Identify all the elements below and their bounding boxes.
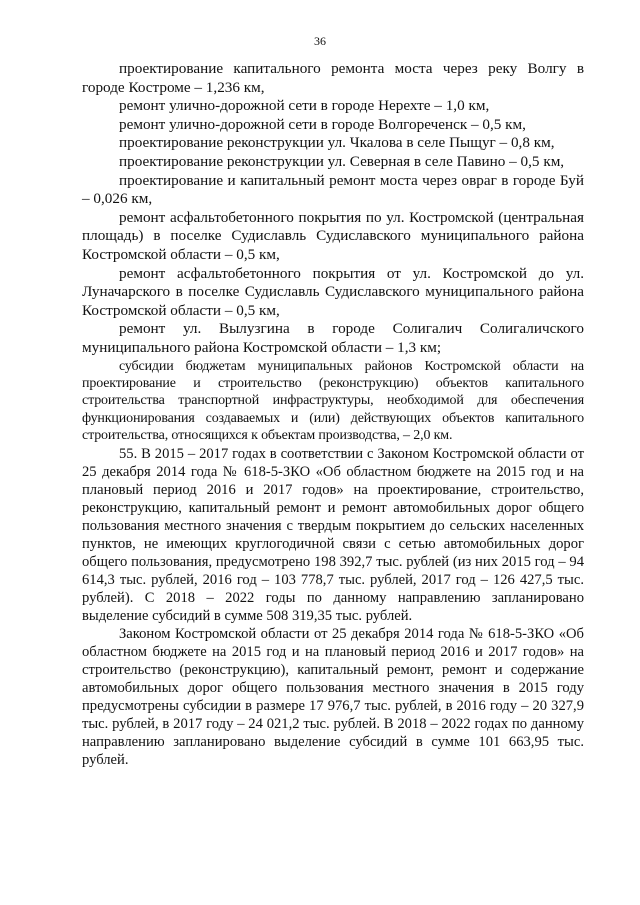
document-body: [82, 60, 584, 769]
paragraph: проектирование реконструкции ул. Северная в селе Павино – 0,5 км,: [119, 152, 565, 170]
paragraph: Законом Костромской области от 25 декабря 2014 года № 618-5-ЗКО «Об областном бюджете на 2015 год и на плановый период 2016 и 2017 годов» на строительство (реконструкцию), капитальный ремонт, ремонт и содержание автомобильных дорог общего пользования местного значения в 2015 году предусмотрены субсидии в размере 17 976,7 тыс. рублей, в 2016 году – 20 327,9 тыс. рублей, в 2017 году – 24 021,2 тыс. рублей. В 2018 – 2022 годах по данному направлению запланировано выделение субсидий в сумме 101 663,95 тыс. рублей.: [82, 625, 584, 768]
paragraph: субсидии бюджетам муниципальных районов Костромской области на проектирование и строительство (реконструкцию) объектов капитального строительства транспортной инфраструктуры, необходимой для обеспечения функционирования создаваемых и (или) действующих объектов капитального строительства, относящихся к объектам производства, – 2,0 км.: [82, 358, 584, 444]
paragraph: ремонт асфальтобетонного покрытия по ул. Костромской (центральная площадь) в поселке Судиславль Судиславского муниципального района Костромской области – 0,5 км,: [82, 208, 584, 263]
paragraph: проектирование капитального ремонта моста через реку Волгу в городе Костроме – 1,236 км,: [82, 60, 584, 96]
paragraph: ремонт улично-дорожной сети в городе Нерехте – 1,0 км,: [119, 97, 490, 115]
paragraph: проектирование и капитальный ремонт моста через овраг в городе Буй – 0,026 км,: [82, 171, 584, 208]
paragraph: ремонт улично-дорожной сети в городе Волгореченск – 0,5 км,: [119, 115, 526, 133]
paragraph: 55. В 2015 – 2017 годах в соответствии с Законом Костромской области от 25 декабря 2014 года № 618-5-ЗКО «Об областном бюджете на 2015 год и на плановый период 2016 и 2017 годов» на проектирование, строительство, реконструкцию, капитальный ремонт и ремонт автомобильных дорог общего пользования местного значения с твердым покрытием до сельских населенных пунктов, не имеющих круглогодичной связи с сетью автомобильных дорог общего пользования, предусмотрено 198 392,7 тыс. рублей (из них 2015 год – 94 614,3 тыс. рублей, 2016 год – 103 778,7 тыс. рублей, 2017 год – 126 427,5 тыс. рублей). С 2018 – 2022 годы по данному направлению запланировано выделение субсидий в сумме 508 319,35 тыс. рублей.: [82, 445, 584, 624]
paragraph: проектирование реконструкции ул. Чкалова в селе Пыщуг – 0,8 км,: [119, 134, 555, 152]
paragraph: ремонт асфальтобетонного покрытия от ул. Костромской до ул. Луначарского в поселке Судиславль Судиславского муниципального района Костромской области – 0,5 км,: [82, 264, 584, 319]
page-number: 36: [314, 34, 326, 48]
paragraph: ремонт ул. Вылузгина в городе Солигалич Солигаличского муниципального района Костромской области – 1,3 км;: [82, 320, 584, 356]
